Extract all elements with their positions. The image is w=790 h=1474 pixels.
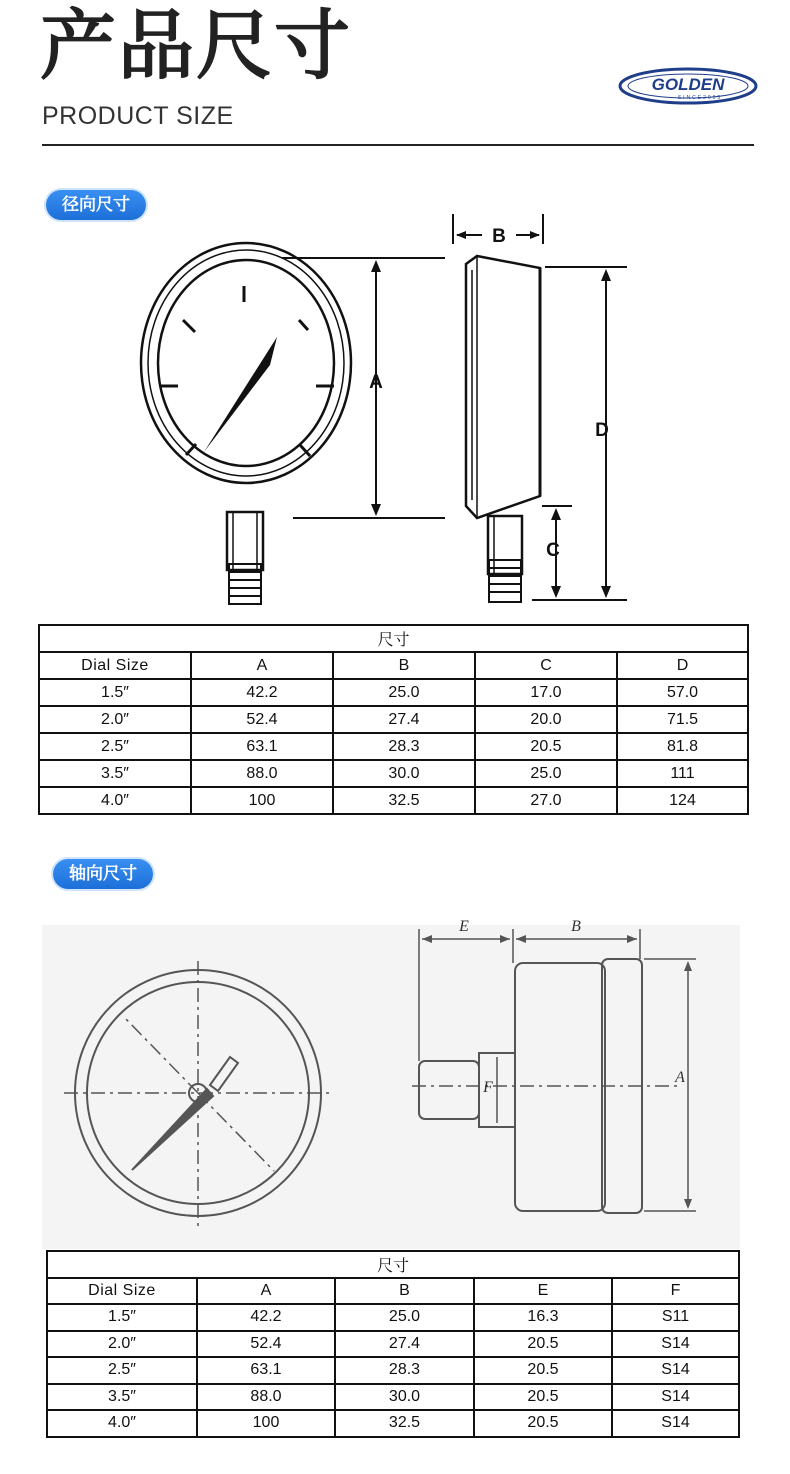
gauge-needle: [204, 337, 277, 452]
axial-center-lines: [64, 961, 332, 1229]
axial-size-badge: 轴向尺寸: [53, 859, 153, 889]
cell-f: S14: [612, 1331, 739, 1358]
cell-e: 20.5: [474, 1331, 612, 1358]
cell-dial-size: 2.5″: [47, 1357, 197, 1384]
cell-dial-size: 1.5″: [39, 679, 191, 706]
axial-gauge-diagram: [42, 893, 740, 1249]
header-e: E: [474, 1278, 612, 1305]
cell-e: 20.5: [474, 1384, 612, 1411]
axial-case: [515, 963, 605, 1211]
header-dial-size: Dial Size: [39, 652, 191, 679]
cell-c: 25.0: [475, 760, 617, 787]
gauge-dial: [158, 260, 334, 466]
axial-size-table: [46, 1250, 740, 1438]
cell-dial-size: 3.5″: [39, 760, 191, 787]
axial-needle-tail: [210, 1057, 238, 1091]
cell-e: 20.5: [474, 1410, 612, 1437]
cell-c: 20.5: [475, 733, 617, 760]
cell-a: 42.2: [191, 679, 333, 706]
table-row: [39, 787, 748, 814]
logo-subtext: SINCE2005: [677, 95, 723, 101]
table-row: [39, 733, 748, 760]
radial-size-table: [38, 624, 749, 815]
dim-label-b: B: [492, 226, 506, 247]
cell-f: S14: [612, 1384, 739, 1411]
dimension-arrows: [371, 231, 611, 598]
cell-c: 20.0: [475, 706, 617, 733]
table-caption: 尺寸: [39, 625, 748, 652]
cell-b: 30.0: [333, 760, 475, 787]
radial-gauge-diagram: [120, 200, 640, 620]
cell-dial-size: 2.0″: [39, 706, 191, 733]
header-divider: [42, 144, 754, 146]
cell-dial-size: 2.5″: [39, 733, 191, 760]
logo-text: GOLDEN: [651, 75, 725, 94]
cell-a: 52.4: [197, 1331, 335, 1358]
cell-e: 16.3: [474, 1304, 612, 1331]
cell-c: 27.0: [475, 787, 617, 814]
axial-stem: [419, 1061, 479, 1119]
header-d: D: [617, 652, 748, 679]
cell-b: 28.3: [335, 1357, 474, 1384]
cell-d: 81.8: [617, 733, 748, 760]
cell-d: 111: [617, 760, 748, 787]
cell-b: 28.3: [333, 733, 475, 760]
table-caption: 尺寸: [47, 1251, 739, 1278]
cell-dial-size: 2.0″: [47, 1331, 197, 1358]
dim-label-a: A: [369, 372, 383, 393]
cell-d: 71.5: [617, 706, 748, 733]
page-title: 产品尺寸: [40, 1, 352, 90]
dim-label-d: D: [595, 420, 609, 441]
cell-a: 52.4: [191, 706, 333, 733]
gauge-bezel: [148, 250, 344, 476]
page-subtitle: PRODUCT SIZE: [42, 102, 234, 130]
cell-a: 63.1: [191, 733, 333, 760]
axial-dimension-lines: [419, 929, 696, 1211]
cell-a: 42.2: [197, 1304, 335, 1331]
header-a: A: [197, 1278, 335, 1305]
axial-label-f: F: [483, 1079, 493, 1096]
table-row: [47, 1357, 739, 1384]
cell-f: S14: [612, 1410, 739, 1437]
gauge-side-stem: [488, 516, 522, 574]
cell-b: 27.4: [335, 1331, 474, 1358]
gauge-ticks: [160, 286, 334, 456]
axial-dimension-arrows: [422, 935, 692, 1209]
cell-e: 20.5: [474, 1357, 612, 1384]
table-row: [47, 1331, 739, 1358]
cell-dial-size: 3.5″: [47, 1384, 197, 1411]
cell-b: 30.0: [335, 1384, 474, 1411]
header-a: A: [191, 652, 333, 679]
axial-needle: [132, 1089, 213, 1170]
table-row: [47, 1410, 739, 1437]
cell-d: 124: [617, 787, 748, 814]
cell-a: 63.1: [197, 1357, 335, 1384]
cell-b: 27.4: [333, 706, 475, 733]
header-b: B: [333, 652, 475, 679]
table-row: [39, 760, 748, 787]
cell-b: 32.5: [335, 1410, 474, 1437]
cell-a: 88.0: [191, 760, 333, 787]
dim-label-c: C: [546, 540, 560, 561]
cell-dial-size: 1.5″: [47, 1304, 197, 1331]
cell-b: 25.0: [335, 1304, 474, 1331]
dimension-lines: [282, 214, 627, 600]
table-row: [39, 679, 748, 706]
cell-a: 100: [197, 1410, 335, 1437]
table-row: [47, 1304, 739, 1331]
header-c: C: [475, 652, 617, 679]
cell-b: 25.0: [333, 679, 475, 706]
axial-label-b: B: [571, 918, 581, 935]
gauge-outer-ring: [141, 243, 351, 483]
cell-f: S14: [612, 1357, 739, 1384]
golden-logo: [618, 66, 758, 106]
cell-b: 32.5: [333, 787, 475, 814]
cell-dial-size: 4.0″: [47, 1410, 197, 1437]
table-row: [47, 1384, 739, 1411]
table-row: [39, 706, 748, 733]
cell-a: 88.0: [197, 1384, 335, 1411]
cell-a: 100: [191, 787, 333, 814]
cell-f: S11: [612, 1304, 739, 1331]
cell-d: 57.0: [617, 679, 748, 706]
radial-size-badge: 径向尺寸: [46, 190, 146, 220]
diagram-top-strip: [42, 893, 740, 925]
cell-c: 17.0: [475, 679, 617, 706]
header-f: F: [612, 1278, 739, 1305]
header-b: B: [335, 1278, 474, 1305]
cell-dial-size: 4.0″: [39, 787, 191, 814]
axial-label-a: A: [675, 1069, 685, 1086]
axial-label-e: E: [459, 918, 469, 935]
header-dial-size: Dial Size: [47, 1278, 197, 1305]
